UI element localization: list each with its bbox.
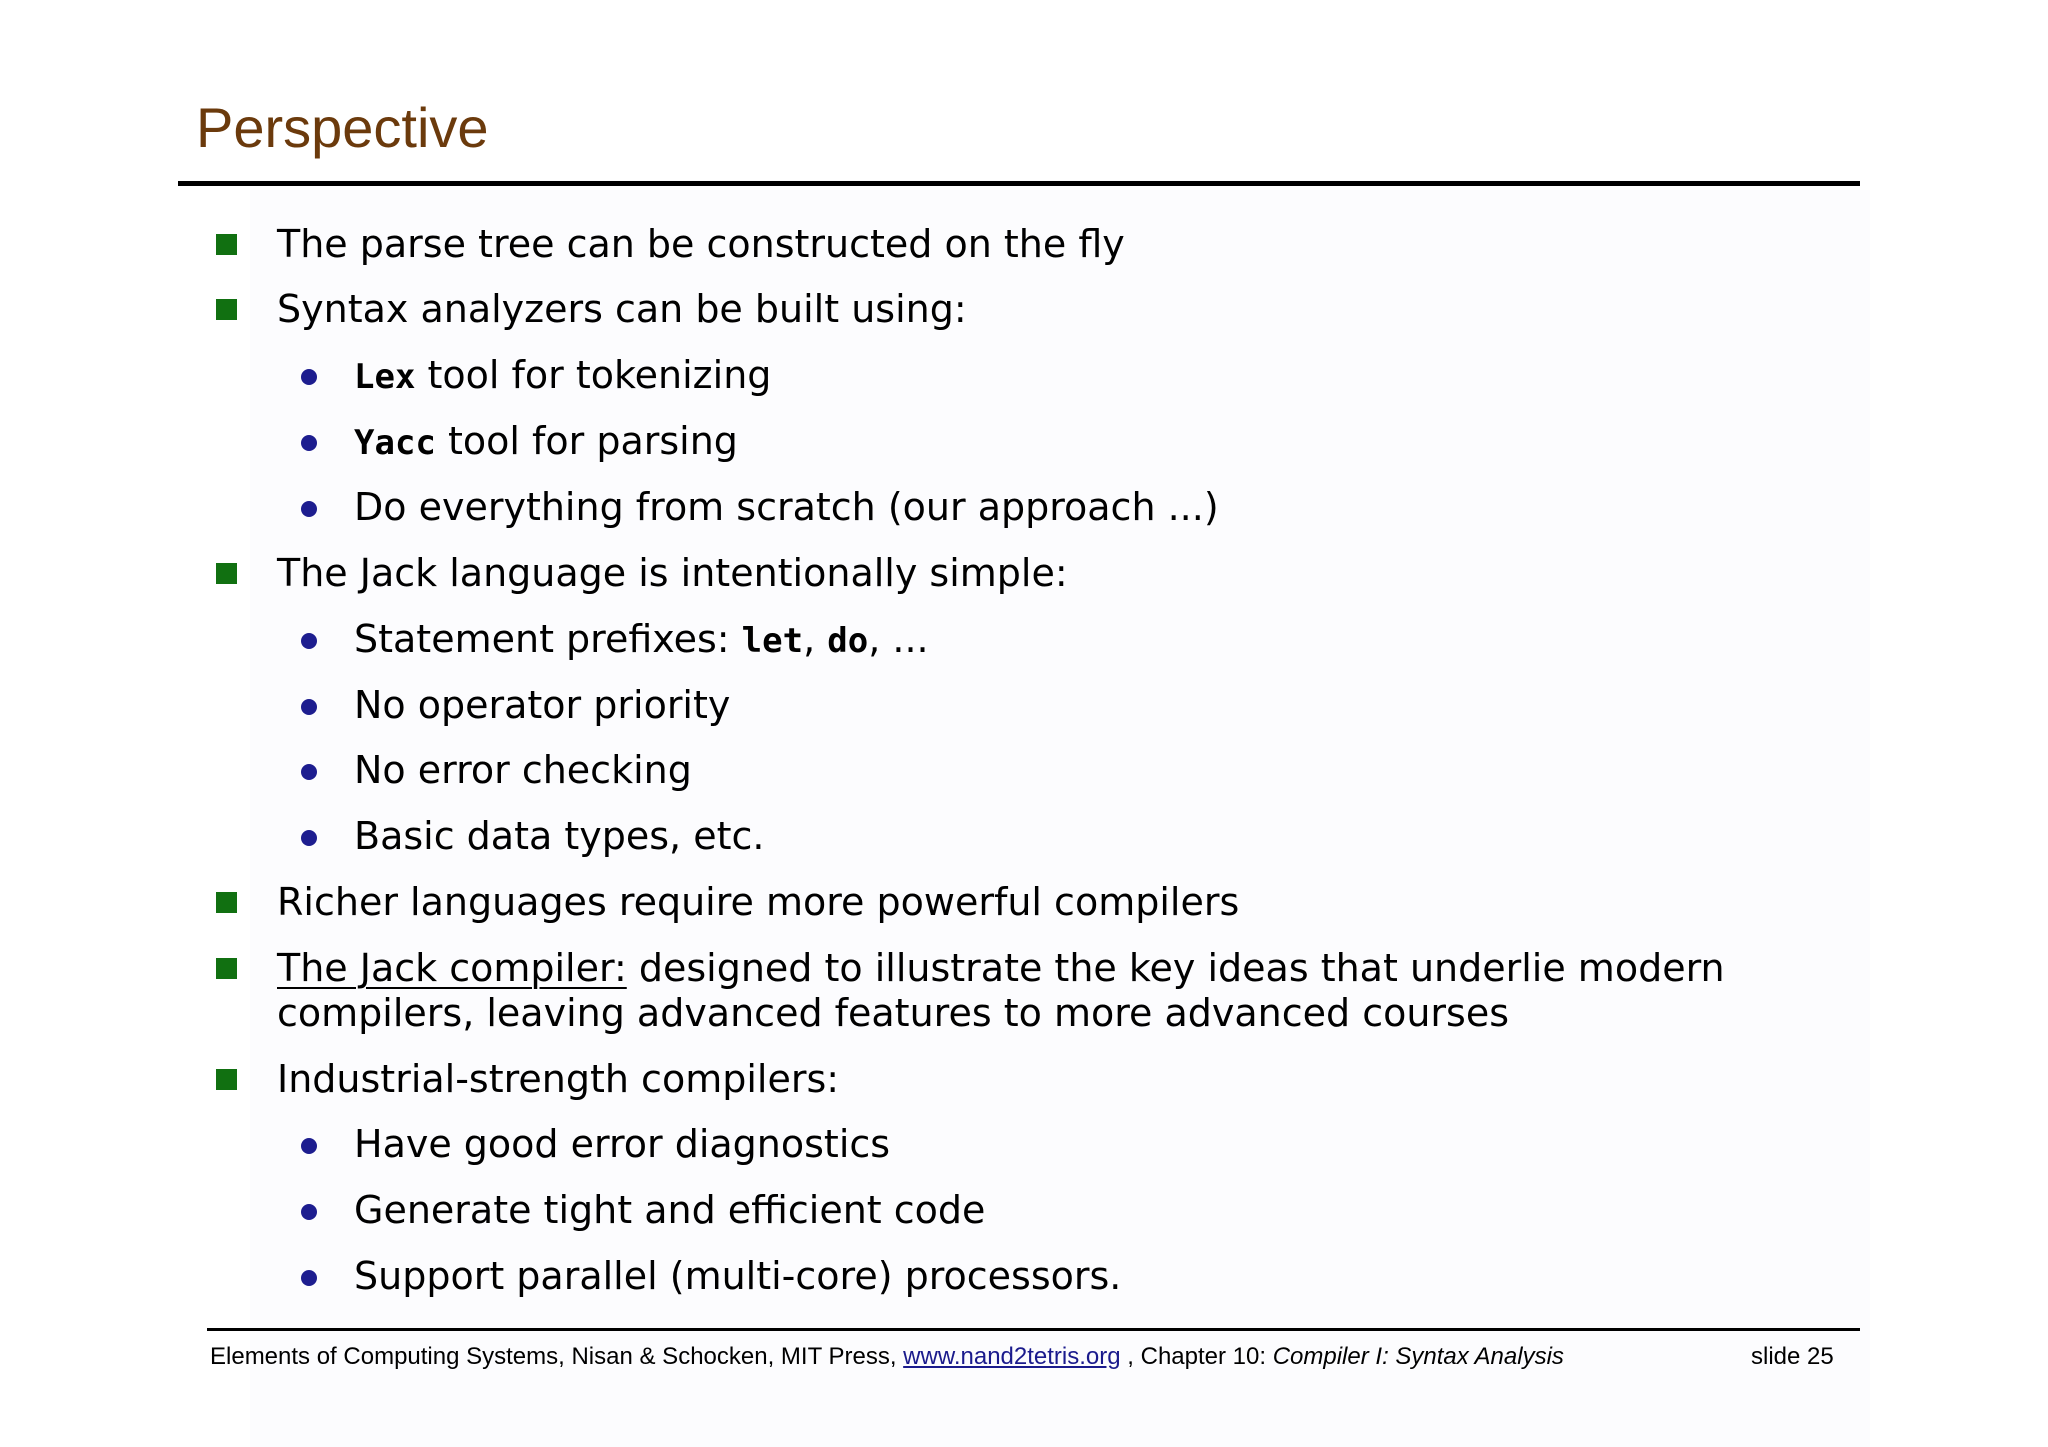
sub-bullet-item <box>354 683 730 728</box>
bullet-text: Generate tight and efficient code <box>354 1188 986 1232</box>
square-bullet-icon <box>216 299 237 320</box>
bullet-item <box>277 880 1239 925</box>
sub-bullet-item <box>354 617 929 664</box>
sub-bullet-item <box>354 748 692 793</box>
bullet-text: Do everything from scratch (our approach ...) <box>354 485 1219 529</box>
slide-title: Perspective <box>196 96 489 159</box>
bullet-text: Have good error diagnostics <box>354 1122 891 1166</box>
bullet-text: The Jack language is intentionally simple: <box>277 551 1068 595</box>
code-keyword: let <box>741 621 804 661</box>
sub-bullet-item <box>354 419 738 466</box>
square-bullet-icon <box>216 563 237 584</box>
bullet-text: tool for tokenizing <box>415 353 772 397</box>
round-bullet-icon <box>301 501 317 517</box>
sub-bullet-item <box>354 1122 890 1167</box>
title-divider <box>178 181 1860 186</box>
code-keyword: Lex <box>354 357 416 397</box>
bullet-item <box>277 222 1125 267</box>
bullet-text: Richer languages require more powerful compilers <box>277 880 1240 924</box>
sub-bullet-item <box>354 485 1219 530</box>
square-bullet-icon <box>216 958 237 979</box>
bullet-item <box>277 1057 839 1102</box>
bullet-text: tool for parsing <box>435 419 738 463</box>
bullet-continuation <box>277 991 1509 1036</box>
sub-bullet-item <box>354 1188 985 1233</box>
round-bullet-icon <box>301 633 317 649</box>
bullet-item <box>277 551 1068 596</box>
bullet-text: The Jack compiler: <box>277 946 627 990</box>
round-bullet-icon <box>301 1270 317 1286</box>
bullet-text: Statement prefixes: <box>354 617 742 661</box>
footer-chapter: , Chapter 10: <box>1120 1343 1273 1370</box>
footer-divider <box>207 1328 1860 1331</box>
sub-bullet-item <box>354 353 771 400</box>
round-bullet-icon <box>301 1204 317 1220</box>
bullet-text: The parse tree can be constructed on the fly <box>277 222 1125 266</box>
round-bullet-icon <box>301 369 317 385</box>
bullet-text: , <box>803 617 828 661</box>
bullet-text: Support parallel (multi-core) processors. <box>354 1254 1122 1298</box>
bullet-text: compilers, leaving advanced features to more advanced courses <box>277 991 1510 1035</box>
bullet-item <box>277 287 967 332</box>
round-bullet-icon <box>301 764 317 780</box>
round-bullet-icon <box>301 699 317 715</box>
round-bullet-icon <box>301 830 317 846</box>
bullet-item <box>277 946 1725 991</box>
sub-bullet-item <box>354 1254 1121 1299</box>
code-keyword: do <box>827 621 869 661</box>
square-bullet-icon <box>216 892 237 913</box>
bullet-text: No operator priority <box>354 683 731 727</box>
bullet-text: Industrial-strength compilers: <box>277 1057 840 1101</box>
bullet-text: , ... <box>868 617 929 661</box>
square-bullet-icon <box>216 234 237 255</box>
sub-bullet-item <box>354 814 764 859</box>
footer <box>210 1343 1564 1371</box>
footer-link[interactable]: www.nand2tetris.org <box>903 1343 1121 1370</box>
bullet-text: Syntax analyzers can be built using: <box>277 287 967 331</box>
footer-chapter-title: Compiler I: Syntax Analysis <box>1272 1343 1564 1370</box>
code-keyword: Yacc <box>354 423 436 463</box>
square-bullet-icon <box>216 1069 237 1090</box>
round-bullet-icon <box>301 1138 317 1154</box>
bullet-text: No error checking <box>354 748 692 792</box>
bullet-text: designed to illustrate the key ideas that underlie modern <box>626 946 1725 990</box>
round-bullet-icon <box>301 435 317 451</box>
slide-number: slide 25 <box>1751 1343 1834 1370</box>
bullet-text: Basic data types, etc. <box>354 814 765 858</box>
footer-prefix: Elements of Computing Systems, Nisan & Schocken, MIT Press, <box>210 1343 904 1370</box>
